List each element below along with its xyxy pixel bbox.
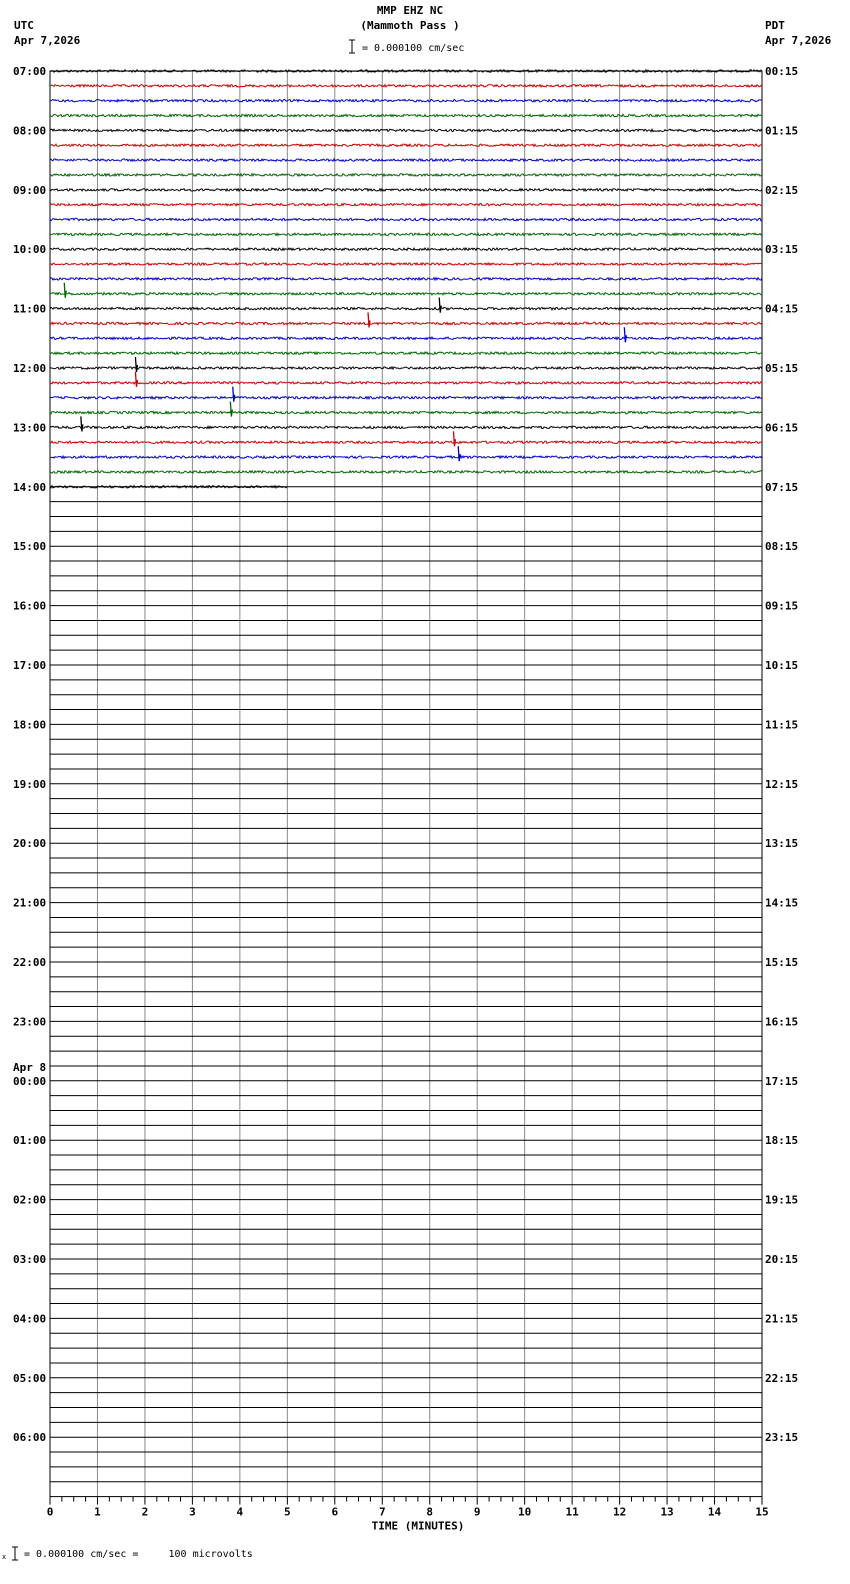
x-axis-label: TIME (MINUTES) bbox=[371, 1519, 465, 1533]
seismic-trace bbox=[50, 189, 762, 191]
x-tick-label: 0 bbox=[46, 1505, 54, 1519]
event-spike bbox=[458, 446, 460, 461]
pdt-hour-label: 05:15 bbox=[765, 362, 799, 375]
right-timezone: PDT bbox=[765, 19, 785, 32]
seismic-trace bbox=[50, 367, 762, 369]
x-tick-label: 5 bbox=[284, 1505, 291, 1519]
x-tick-label: 4 bbox=[236, 1505, 244, 1519]
utc-hour-label: 09:00 bbox=[13, 183, 47, 197]
x-tick-label: 9 bbox=[473, 1505, 481, 1519]
footer-scale-icon bbox=[2, 1545, 20, 1563]
event-spike bbox=[439, 298, 441, 313]
x-tick-label: 1 bbox=[94, 1505, 101, 1519]
pdt-hour-label: 23:15 bbox=[765, 1431, 799, 1445]
event-spike bbox=[135, 372, 137, 387]
right-date: Apr 7,2026 bbox=[765, 34, 832, 47]
utc-hour-label: 14:00 bbox=[13, 480, 47, 494]
pdt-hour-label: 12:15 bbox=[765, 777, 799, 791]
scale-label: = 0.000100 cm/sec bbox=[362, 43, 465, 54]
seismic-trace bbox=[50, 159, 762, 161]
x-tick-label: 2 bbox=[141, 1505, 149, 1519]
pdt-hour-label: 08:15 bbox=[765, 540, 799, 554]
seismic-trace bbox=[50, 397, 762, 399]
utc-hour-label: 21:00 bbox=[13, 896, 47, 910]
utc-hour-label: 17:00 bbox=[13, 659, 47, 672]
seismic-trace bbox=[50, 322, 762, 324]
pdt-hour-label: 15:15 bbox=[765, 956, 799, 969]
x-tick-label: 12 bbox=[612, 1505, 627, 1519]
pdt-hour-label: 07:15 bbox=[765, 480, 799, 494]
svg-text:x: x bbox=[2, 1553, 7, 1561]
utc-hour-label: 06:00 bbox=[13, 1431, 47, 1445]
utc-hour-label: 10:00 bbox=[13, 243, 47, 257]
seismic-trace bbox=[50, 382, 762, 384]
utc-date-change-label: Apr 8 bbox=[13, 1060, 47, 1074]
event-spike bbox=[624, 327, 626, 342]
utc-hour-label: 16:00 bbox=[13, 599, 47, 613]
utc-hour-label: 12:00 bbox=[13, 362, 47, 375]
utc-hour-label: 23:00 bbox=[13, 1015, 47, 1029]
x-tick-label: 6 bbox=[331, 1505, 339, 1519]
station-location: (Mammoth Pass ) bbox=[360, 19, 460, 32]
seismic-trace bbox=[50, 456, 762, 458]
seismic-trace bbox=[50, 100, 762, 102]
event-spike bbox=[230, 402, 232, 417]
pdt-hour-label: 20:15 bbox=[765, 1253, 799, 1266]
station-title: MMP EHZ NC bbox=[376, 4, 444, 17]
seismic-trace bbox=[50, 248, 762, 250]
x-tick-label: 11 bbox=[565, 1505, 579, 1519]
event-spike bbox=[64, 283, 66, 298]
x-tick-label: 13 bbox=[660, 1505, 674, 1519]
utc-hour-label: 07:00 bbox=[13, 65, 47, 78]
seismic-trace bbox=[50, 114, 762, 116]
event-spike bbox=[453, 431, 455, 446]
seismic-trace bbox=[50, 144, 762, 146]
x-tick-label: 7 bbox=[378, 1505, 386, 1519]
left-date: Apr 7,2026 bbox=[14, 34, 81, 47]
x-tick-label: 10 bbox=[518, 1505, 532, 1519]
utc-hour-label: 03:00 bbox=[13, 1253, 47, 1266]
utc-hour-label: 20:00 bbox=[13, 837, 47, 851]
event-spike bbox=[368, 312, 370, 327]
utc-hour-label: 04:00 bbox=[13, 1312, 47, 1326]
pdt-hour-label: 21:15 bbox=[765, 1312, 799, 1326]
utc-hour-label: 11:00 bbox=[13, 302, 47, 316]
seismic-trace bbox=[50, 352, 762, 354]
event-spike bbox=[233, 387, 235, 402]
pdt-hour-label: 00:15 bbox=[765, 65, 799, 78]
pdt-hour-label: 17:15 bbox=[765, 1074, 799, 1088]
pdt-hour-label: 18:15 bbox=[765, 1134, 799, 1148]
pdt-hour-label: 03:15 bbox=[765, 243, 799, 257]
pdt-hour-label: 06:15 bbox=[765, 421, 799, 435]
seismic-trace bbox=[50, 471, 762, 473]
utc-hour-label: 22:00 bbox=[13, 956, 47, 969]
seismic-trace bbox=[50, 263, 762, 265]
pdt-hour-label: 16:15 bbox=[765, 1015, 799, 1029]
utc-hour-label: 19:00 bbox=[13, 777, 47, 791]
pdt-hour-label: 11:15 bbox=[765, 718, 799, 732]
x-tick-label: 3 bbox=[189, 1505, 196, 1519]
utc-hour-label: 05:00 bbox=[13, 1371, 47, 1385]
x-tick-label: 15 bbox=[755, 1505, 769, 1519]
pdt-hour-label: 01:15 bbox=[765, 124, 799, 138]
utc-hour-label: 13:00 bbox=[13, 421, 47, 435]
seismic-trace bbox=[50, 218, 762, 220]
pdt-hour-label: 13:15 bbox=[765, 837, 799, 851]
x-tick-label: 14 bbox=[707, 1505, 722, 1519]
seismic-trace bbox=[50, 337, 762, 339]
seismic-trace bbox=[50, 85, 762, 87]
pdt-hour-label: 14:15 bbox=[765, 896, 799, 910]
pdt-hour-label: 10:15 bbox=[765, 659, 799, 672]
utc-hour-label: 02:00 bbox=[13, 1193, 47, 1207]
utc-hour-label: 18:00 bbox=[13, 718, 47, 732]
pdt-hour-label: 04:15 bbox=[765, 302, 799, 316]
pdt-hour-label: 02:15 bbox=[765, 183, 799, 197]
utc-hour-label: 00:00 bbox=[13, 1074, 47, 1088]
utc-hour-label: 01:00 bbox=[13, 1134, 47, 1148]
seismic-trace bbox=[50, 129, 762, 131]
seismic-trace bbox=[50, 426, 762, 428]
seismic-trace bbox=[50, 411, 762, 413]
utc-hour-label: 08:00 bbox=[13, 124, 47, 138]
left-timezone: UTC bbox=[14, 19, 34, 32]
seismic-trace bbox=[50, 174, 762, 176]
x-tick-label: 8 bbox=[426, 1505, 434, 1519]
seismic-trace bbox=[50, 307, 762, 309]
seismic-trace bbox=[50, 204, 762, 206]
seismic-trace bbox=[50, 233, 762, 235]
seismic-trace bbox=[50, 441, 762, 443]
event-spike bbox=[81, 416, 83, 431]
event-spike bbox=[135, 357, 137, 372]
seismic-trace bbox=[50, 278, 762, 280]
utc-hour-label: 15:00 bbox=[13, 540, 47, 554]
footer-scale-label: = 0.000100 cm/sec = 100 microvolts bbox=[24, 1549, 253, 1560]
pdt-hour-label: 09:15 bbox=[765, 599, 799, 613]
seismic-trace bbox=[50, 293, 762, 295]
pdt-hour-label: 22:15 bbox=[765, 1371, 799, 1385]
pdt-hour-label: 19:15 bbox=[765, 1193, 799, 1207]
